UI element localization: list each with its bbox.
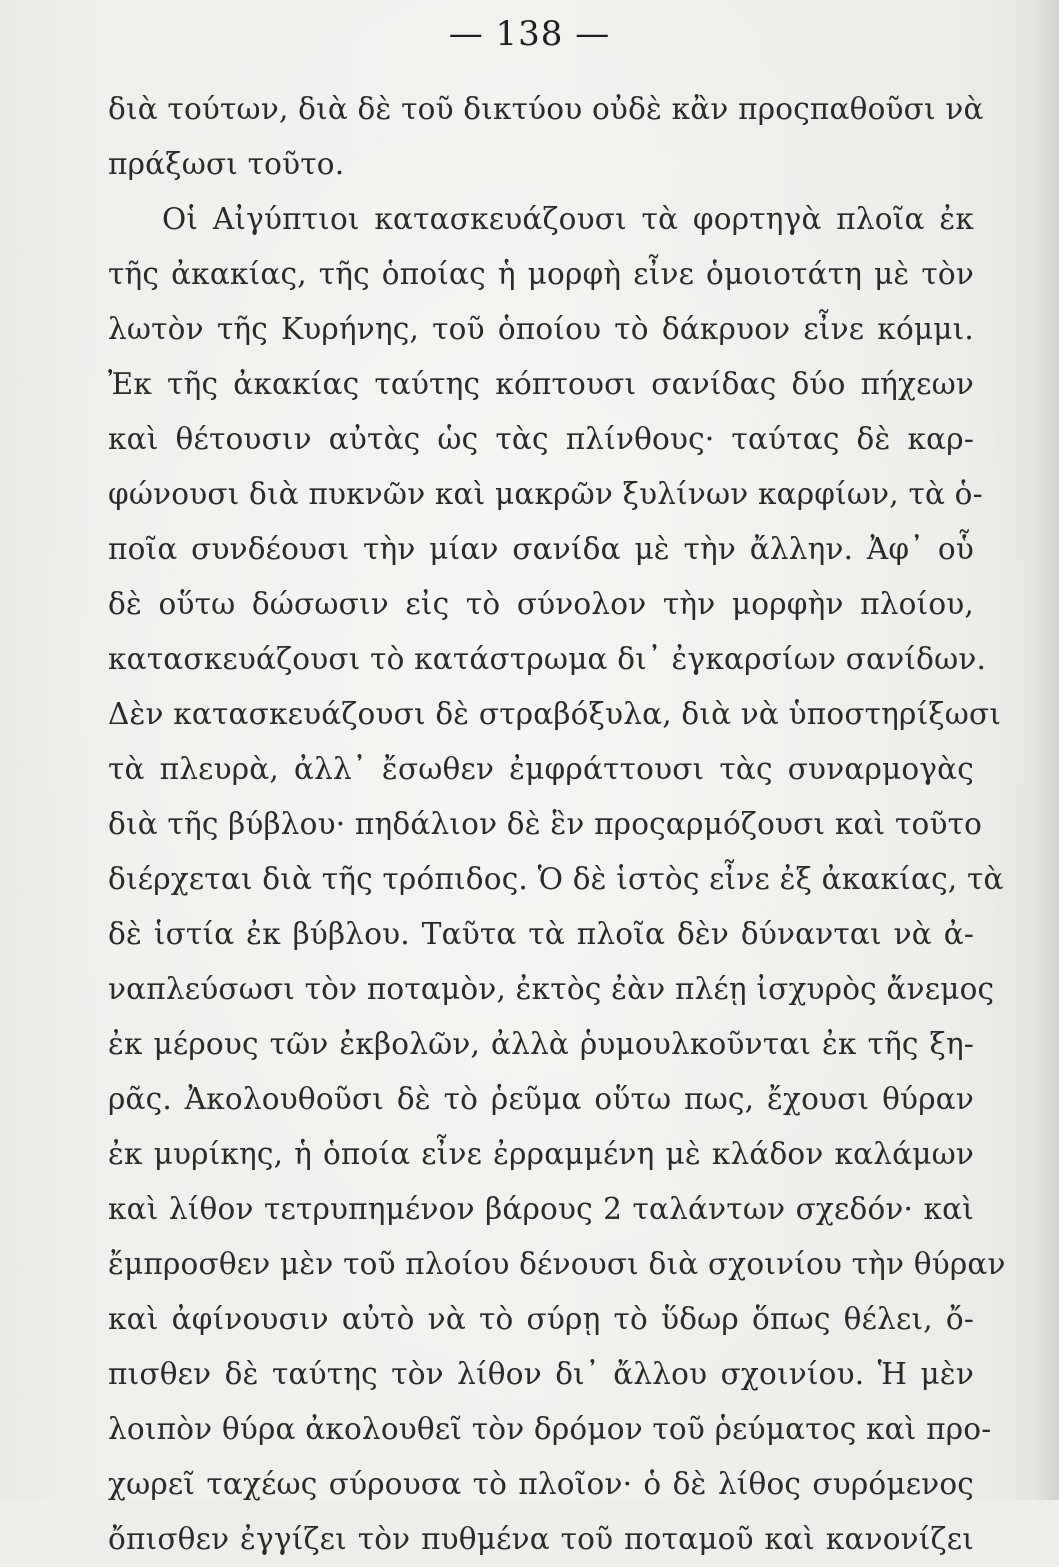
text-line: κατασκευάζουσι τὸ κατάστρωμα δι᾽ ἐγκαρσίων σανίδων. xyxy=(108,642,987,676)
text-line: χωρεῖ ταχέως σύρουσα τὸ πλοῖον· ὁ δὲ λίθος συρόμενος xyxy=(108,1467,974,1501)
text-line: καὶ ἀφίνουσιν αὐτὸ νὰ τὸ σύρῃ τὸ ὕδωρ ὅπως θέλει, ὄ- xyxy=(108,1302,974,1336)
text-line: τῆς ἀκακίας, τῆς ὁποίας ἡ μορφὴ εἶνε ὁμοιοτάτη μὲ τὸν xyxy=(108,257,974,291)
text-line: καὶ λίθον τετρυπημένον βάρους 2 ταλάντων σχεδόν· καὶ xyxy=(108,1192,974,1226)
text-line: τὰ πλευρὰ, ἀλλ᾽ ἔσωθεν ἐμφράττουσι τὰς συναρμογὰς xyxy=(108,752,974,786)
text-line: φώνουσι διὰ πυκνῶν καὶ μακρῶν ξυλίνων καρφίων, τὰ ὁ- xyxy=(108,477,983,511)
text-line: ἔμπροσθεν μὲν τοῦ πλοίου δένουσι διὰ σχοινίου τὴν θύραν xyxy=(108,1247,1006,1281)
text-line: ποῖα συνδέουσι τὴν μίαν σανίδα μὲ τὴν ἄλλην. Ἀφ᾽ οὗ xyxy=(108,532,974,566)
text-line: λωτὸν τῆς Κυρήνης, τοῦ ὁποίου τὸ δάκρυον εἶνε κόμμι. xyxy=(108,312,974,346)
text-line: διὰ τούτων, διὰ δὲ τοῦ δικτύου οὐδὲ κἂν προςπαθοῦσι νὰ xyxy=(108,92,984,126)
text-line: Ἐκ τῆς ἀκακίας ταύτης κόπτουσι σανίδας δύο πήχεων xyxy=(108,367,974,401)
text-line: ὄπισθεν ἐγγίζει τὸν πυθμένα τοῦ ποταμοῦ καὶ κανονίζει xyxy=(108,1522,974,1556)
text-line: ναπλεύσωσι τὸν ποταμὸν, ἐκτὸς ἐὰν πλέῃ ἰσχυρὸς ἄνεμος xyxy=(108,972,995,1006)
page-number: — 138 — xyxy=(448,14,611,54)
text-line: Δὲν κατασκευάζουσι δὲ στραβόξυλα, διὰ νὰ ὑποστηρίξωσι xyxy=(108,697,1002,731)
text-line: ἐκ μυρίκης, ἡ ὁποία εἶνε ἐρραμμένη μὲ κλάδον καλάμων xyxy=(108,1137,974,1171)
text-line: λοιπὸν θύρα ἀκολουθεῖ τὸν δρόμον τοῦ ῥεύματος καὶ προ- xyxy=(108,1412,992,1446)
text-line: πισθεν δὲ ταύτης τὸν λίθον δι᾽ ἄλλου σχοινίου. Ἡ μὲν xyxy=(108,1357,974,1391)
body-text xyxy=(108,82,1006,1567)
text-line: πράξωσι τοῦτο. xyxy=(108,147,345,181)
text-line: διέρχεται διὰ τῆς τρόπιδος. Ὁ δὲ ἱστὸς εἶνε ἐξ ἀκακίας, τὰ xyxy=(108,862,1004,896)
text-line: ρᾶς. Ἀκολουθοῦσι δὲ τὸ ῥεῦμα οὕτω πως, ἔχουσι θύραν xyxy=(108,1082,974,1116)
text-line: καὶ θέτουσιν αὐτὰς ὡς τὰς πλίνθους· ταύτας δὲ καρ- xyxy=(108,422,974,456)
text-line: διὰ τῆς βύβλου· πηδάλιον δὲ ἓν προςαρμόζουσι καὶ τοῦτο xyxy=(108,807,983,841)
text-line: Οἱ Αἰγύπτιοι κατασκευάζουσι τὰ φορτηγὰ πλοῖα ἐκ xyxy=(162,202,974,236)
text-line: δὲ οὕτω δώσωσιν εἰς τὸ σύνολον τὴν μορφὴν πλοίου, xyxy=(108,587,974,621)
text-line: δὲ ἱστία ἐκ βύβλου. Ταῦτα τὰ πλοῖα δὲν δύνανται νὰ ἀ- xyxy=(108,917,974,951)
page-edge-shadow xyxy=(1031,0,1059,1500)
text-line: ἐκ μέρους τῶν ἐκβολῶν, ἀλλὰ ῥυμουλκοῦνται ἐκ τῆς ξη- xyxy=(108,1027,974,1061)
